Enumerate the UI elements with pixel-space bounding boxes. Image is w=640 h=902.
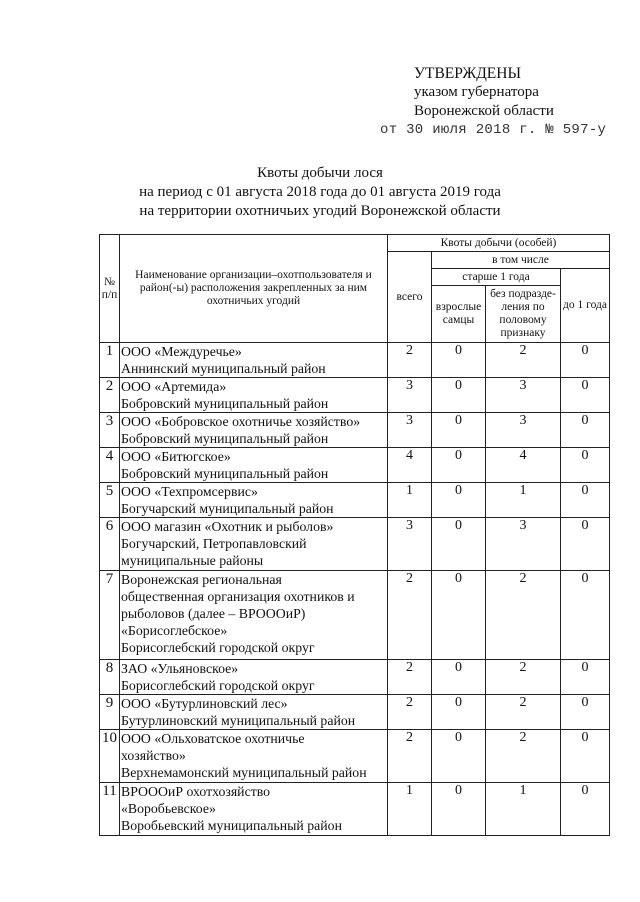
no-division-cell: 3 [486, 518, 561, 571]
no-division-cell: 2 [486, 695, 561, 730]
document-title [0, 164, 640, 221]
header-org: Наименование организации–охотпользователя и район(-ы) расположения закрепленных за ним охотничьих угодий [120, 235, 388, 343]
org-line: ООО «Артемида» [121, 379, 227, 394]
org-line: «Борисоглебское» [121, 623, 228, 638]
header-under-1-year: до 1 года [561, 269, 610, 343]
no-division-cell: 4 [486, 448, 561, 483]
quota-table [99, 234, 610, 836]
total-cell: 3 [388, 413, 432, 448]
total-cell: 2 [388, 343, 432, 378]
table-row [100, 660, 610, 695]
org-line: Бобровский муниципальный район [121, 396, 329, 411]
org-cell [120, 378, 388, 413]
adult-males-cell: 0 [432, 783, 486, 836]
under-1-cell: 0 [561, 660, 610, 695]
adult-males-cell: 0 [432, 730, 486, 783]
org-line: Бобровский муниципальный район [121, 431, 329, 446]
row-number: 10 [100, 730, 120, 783]
no-division-cell: 2 [486, 343, 561, 378]
org-line: ООО магазин «Охотник и рыболов» [121, 519, 334, 534]
table-row [100, 448, 610, 483]
adult-males-cell: 0 [432, 518, 486, 571]
no-division-cell: 3 [486, 413, 561, 448]
total-cell: 2 [388, 571, 432, 660]
org-cell [120, 730, 388, 783]
org-line: Борисоглебский городской округ [121, 640, 315, 655]
total-cell: 2 [388, 660, 432, 695]
under-1-cell: 0 [561, 378, 610, 413]
approval-stamp: от 30 июля 2018 г. № 597-у [380, 122, 607, 138]
org-cell [120, 343, 388, 378]
under-1-cell: 0 [561, 730, 610, 783]
no-division-cell: 2 [486, 730, 561, 783]
org-line: ЗАО «Ульяновское» [121, 661, 239, 676]
org-cell [120, 695, 388, 730]
title-line-1: Квоты добычи лося [257, 165, 383, 181]
row-number: 8 [100, 660, 120, 695]
org-cell [120, 413, 388, 448]
org-line: Бобровский муниципальный район [121, 466, 329, 481]
org-line: хозяйство» [121, 748, 186, 763]
header-num: № п/п [100, 235, 120, 343]
table-row [100, 378, 610, 413]
adult-males-cell: 0 [432, 695, 486, 730]
under-1-cell: 0 [561, 483, 610, 518]
no-division-cell: 2 [486, 660, 561, 695]
org-line: Верхнемамонский муниципальный район [121, 765, 367, 780]
row-number: 2 [100, 378, 120, 413]
total-cell: 3 [388, 518, 432, 571]
quota-table-body [100, 343, 610, 836]
adult-males-cell: 0 [432, 571, 486, 660]
total-cell: 2 [388, 730, 432, 783]
total-cell: 1 [388, 483, 432, 518]
header-including: в том числе [432, 252, 610, 269]
org-line: ВРОООиР охотхозяйство [121, 784, 271, 799]
table-row [100, 343, 610, 378]
org-line: Аннинский муниципальный район [121, 361, 326, 376]
table-row [100, 783, 610, 836]
org-cell [120, 571, 388, 660]
approval-line-1: указом губернатора [414, 84, 539, 100]
header-over-1-year: старше 1 года [432, 269, 561, 286]
row-number: 5 [100, 483, 120, 518]
approval-block [380, 64, 607, 140]
org-line: Воробьевский муниципальный район [121, 818, 342, 833]
table-row [100, 571, 610, 660]
header-quota: Квоты добычи (особей) [388, 235, 610, 252]
org-line: «Воробьевское» [121, 801, 216, 816]
total-cell: 2 [388, 695, 432, 730]
under-1-cell: 0 [561, 343, 610, 378]
no-division-cell: 1 [486, 483, 561, 518]
org-cell [120, 483, 388, 518]
no-division-cell: 3 [486, 378, 561, 413]
adult-males-cell: 0 [432, 660, 486, 695]
under-1-cell: 0 [561, 695, 610, 730]
row-number: 1 [100, 343, 120, 378]
org-line: ООО «Бутурлиновский лес» [121, 696, 288, 711]
org-line: ООО «Ольховатское охотничье [121, 731, 305, 746]
table-row [100, 730, 610, 783]
under-1-cell: 0 [561, 413, 610, 448]
row-number: 4 [100, 448, 120, 483]
org-line: ООО «Междуречье» [121, 344, 242, 359]
org-line: ООО «Битюгское» [121, 449, 231, 464]
org-cell [120, 448, 388, 483]
table-row [100, 483, 610, 518]
row-number: 7 [100, 571, 120, 660]
adult-males-cell: 0 [432, 343, 486, 378]
total-cell: 3 [388, 378, 432, 413]
org-cell [120, 660, 388, 695]
adult-males-cell: 0 [432, 448, 486, 483]
org-line: Богучарский, Петропавловский [121, 536, 307, 551]
header-total: всего [388, 252, 432, 343]
org-line: общественная организация охотников и [121, 589, 355, 604]
org-line: Борисоглебский городской округ [121, 678, 315, 693]
table-row [100, 695, 610, 730]
title-line-3: на территории охотничьих угодий Воронежской области [139, 203, 501, 219]
adult-males-cell: 0 [432, 378, 486, 413]
org-line: муниципальные районы [121, 553, 264, 568]
title-line-2: на период с 01 августа 2018 года до 01 августа 2019 года [139, 184, 501, 200]
under-1-cell: 0 [561, 571, 610, 660]
under-1-cell: 0 [561, 518, 610, 571]
table-row [100, 413, 610, 448]
approval-line-2: Воронежской области [414, 103, 554, 119]
under-1-cell: 0 [561, 783, 610, 836]
org-line: Бутурлиновский муниципальный район [121, 713, 356, 728]
no-division-cell: 2 [486, 571, 561, 660]
header-adult-males: взрослые самцы [432, 286, 486, 343]
adult-males-cell: 0 [432, 413, 486, 448]
org-cell [120, 518, 388, 571]
org-line: ООО «Техпромсервис» [121, 484, 258, 499]
table-row [100, 518, 610, 571]
row-number: 3 [100, 413, 120, 448]
total-cell: 4 [388, 448, 432, 483]
org-line: рыболовов (далее – ВРОООиР) [121, 606, 306, 621]
total-cell: 1 [388, 783, 432, 836]
under-1-cell: 0 [561, 448, 610, 483]
header-no-division: без подразде-ления по половому признаку [486, 286, 561, 343]
org-line: Богучарский муниципальный район [121, 501, 334, 516]
approval-heading: УТВЕРЖДЕНЫ [414, 65, 521, 82]
adult-males-cell: 0 [432, 483, 486, 518]
org-cell [120, 783, 388, 836]
row-number: 11 [100, 783, 120, 836]
no-division-cell: 1 [486, 783, 561, 836]
row-number: 9 [100, 695, 120, 730]
row-number: 6 [100, 518, 120, 571]
org-line: ООО «Бобровское охотничье хозяйство» [121, 414, 361, 429]
org-line: Воронежская региональная [121, 572, 282, 587]
